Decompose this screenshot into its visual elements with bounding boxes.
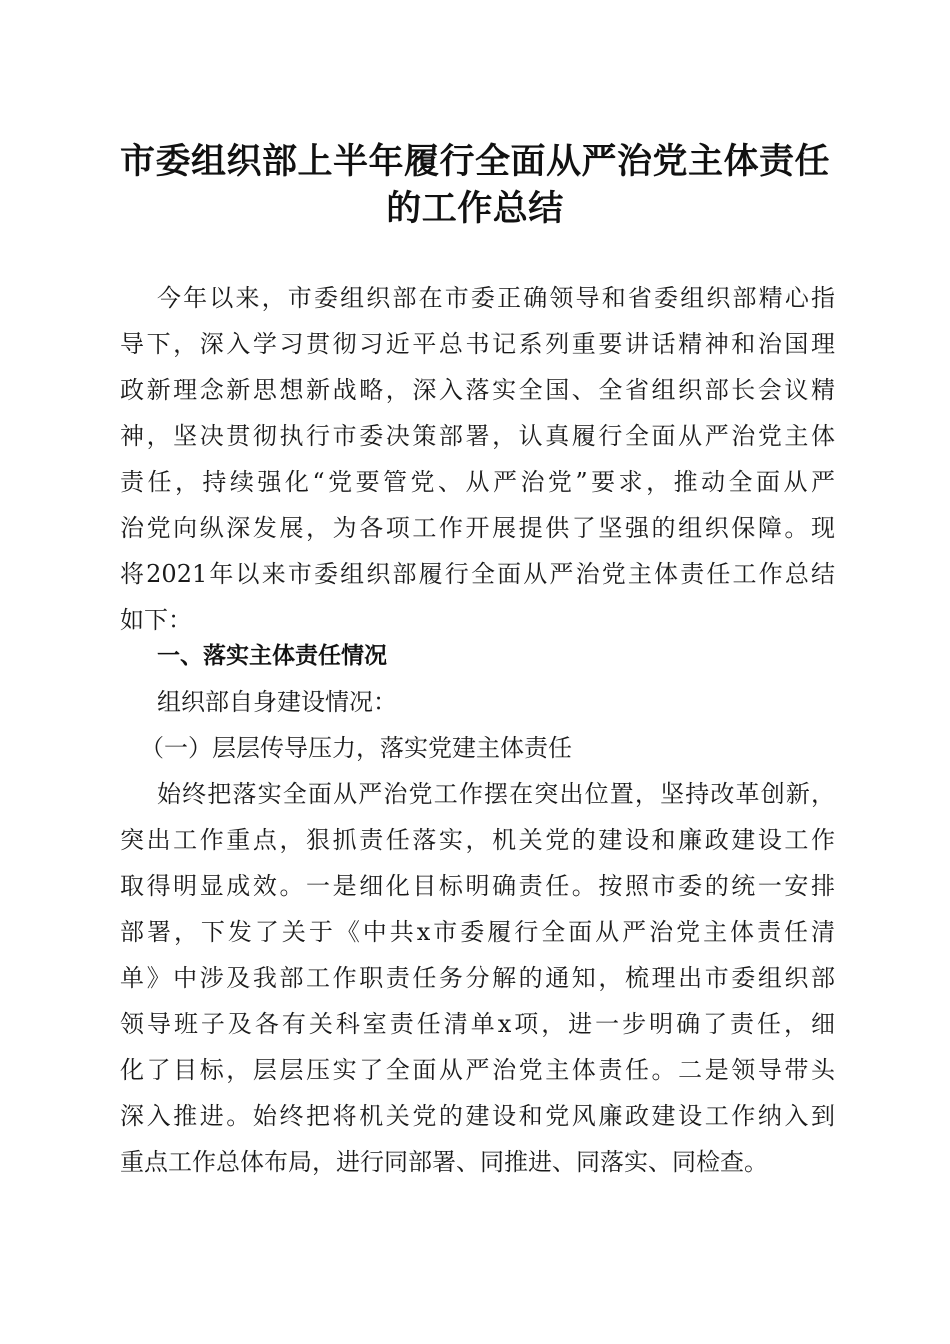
intro-paragraph-line: 今年以来，市委组织部在市委正确领导和省委组织部精心指 bbox=[157, 284, 835, 312]
section-1-intro: 组织部自身建设情况： bbox=[157, 688, 397, 716]
subsection-1-paragraph-line: 取得明显成效。一是细化目标明确责任。按照市委的统一安排 bbox=[120, 872, 835, 900]
subsection-1-paragraph-line: 领导班子及各有关科室责任清单x项，进一步明确了责任，细 bbox=[120, 1010, 835, 1038]
intro-paragraph-line: 如下： bbox=[120, 606, 192, 634]
subsection-1-paragraph-line: 单》中涉及我部工作职责任务分解的通知，梳理出市委组织部 bbox=[120, 964, 835, 992]
intro-paragraph-line: 治党向纵深发展，为各项工作开展提供了坚强的组织保障。现 bbox=[120, 514, 835, 542]
intro-paragraph-line: 政新理念新思想新战略，深入落实全国、全省组织部长会议精 bbox=[120, 376, 835, 404]
intro-paragraph-line: 将2021年以来市委组织部履行全面从严治党主体责任工作总结 bbox=[120, 560, 835, 588]
subsection-1-paragraph-line: 部署，下发了关于《中共x市委履行全面从严治党主体责任清 bbox=[120, 918, 835, 946]
subsection-1-paragraph-line: 重点工作总体布局，进行同部署、同推进、同落实、同检查。 bbox=[120, 1148, 768, 1176]
document-title-line-1: 市委组织部上半年履行全面从严治党主体责任 bbox=[119, 141, 830, 182]
subsection-1-heading: （一）层层传导压力，落实党建主体责任 bbox=[140, 734, 572, 762]
subsection-1-paragraph-line: 深入推进。始终把将机关党的建设和党风廉政建设工作纳入到 bbox=[120, 1102, 835, 1130]
subsection-1-paragraph-line: 始终把落实全面从严治党工作摆在突出位置，坚持改革创新， bbox=[157, 780, 835, 808]
intro-paragraph-line: 导下，深入学习贯彻习近平总书记系列重要讲话精神和治国理 bbox=[120, 330, 835, 358]
subsection-1-paragraph-line: 突出工作重点，狠抓责任落实，机关党的建设和廉政建设工作 bbox=[120, 826, 835, 854]
document-title-line-2: 的工作总结 bbox=[386, 188, 564, 229]
section-1-heading: 一、落实主体责任情况 bbox=[157, 643, 387, 669]
intro-paragraph-line: 神，坚决贯彻执行市委决策部署，认真履行全面从严治党主体 bbox=[120, 422, 835, 450]
intro-paragraph-line: 责任，持续强化“党要管党、从严治党”要求，推动全面从严 bbox=[120, 468, 835, 496]
subsection-1-paragraph-line: 化了目标，层层压实了全面从严治党主体责任。二是领导带头 bbox=[120, 1056, 835, 1084]
